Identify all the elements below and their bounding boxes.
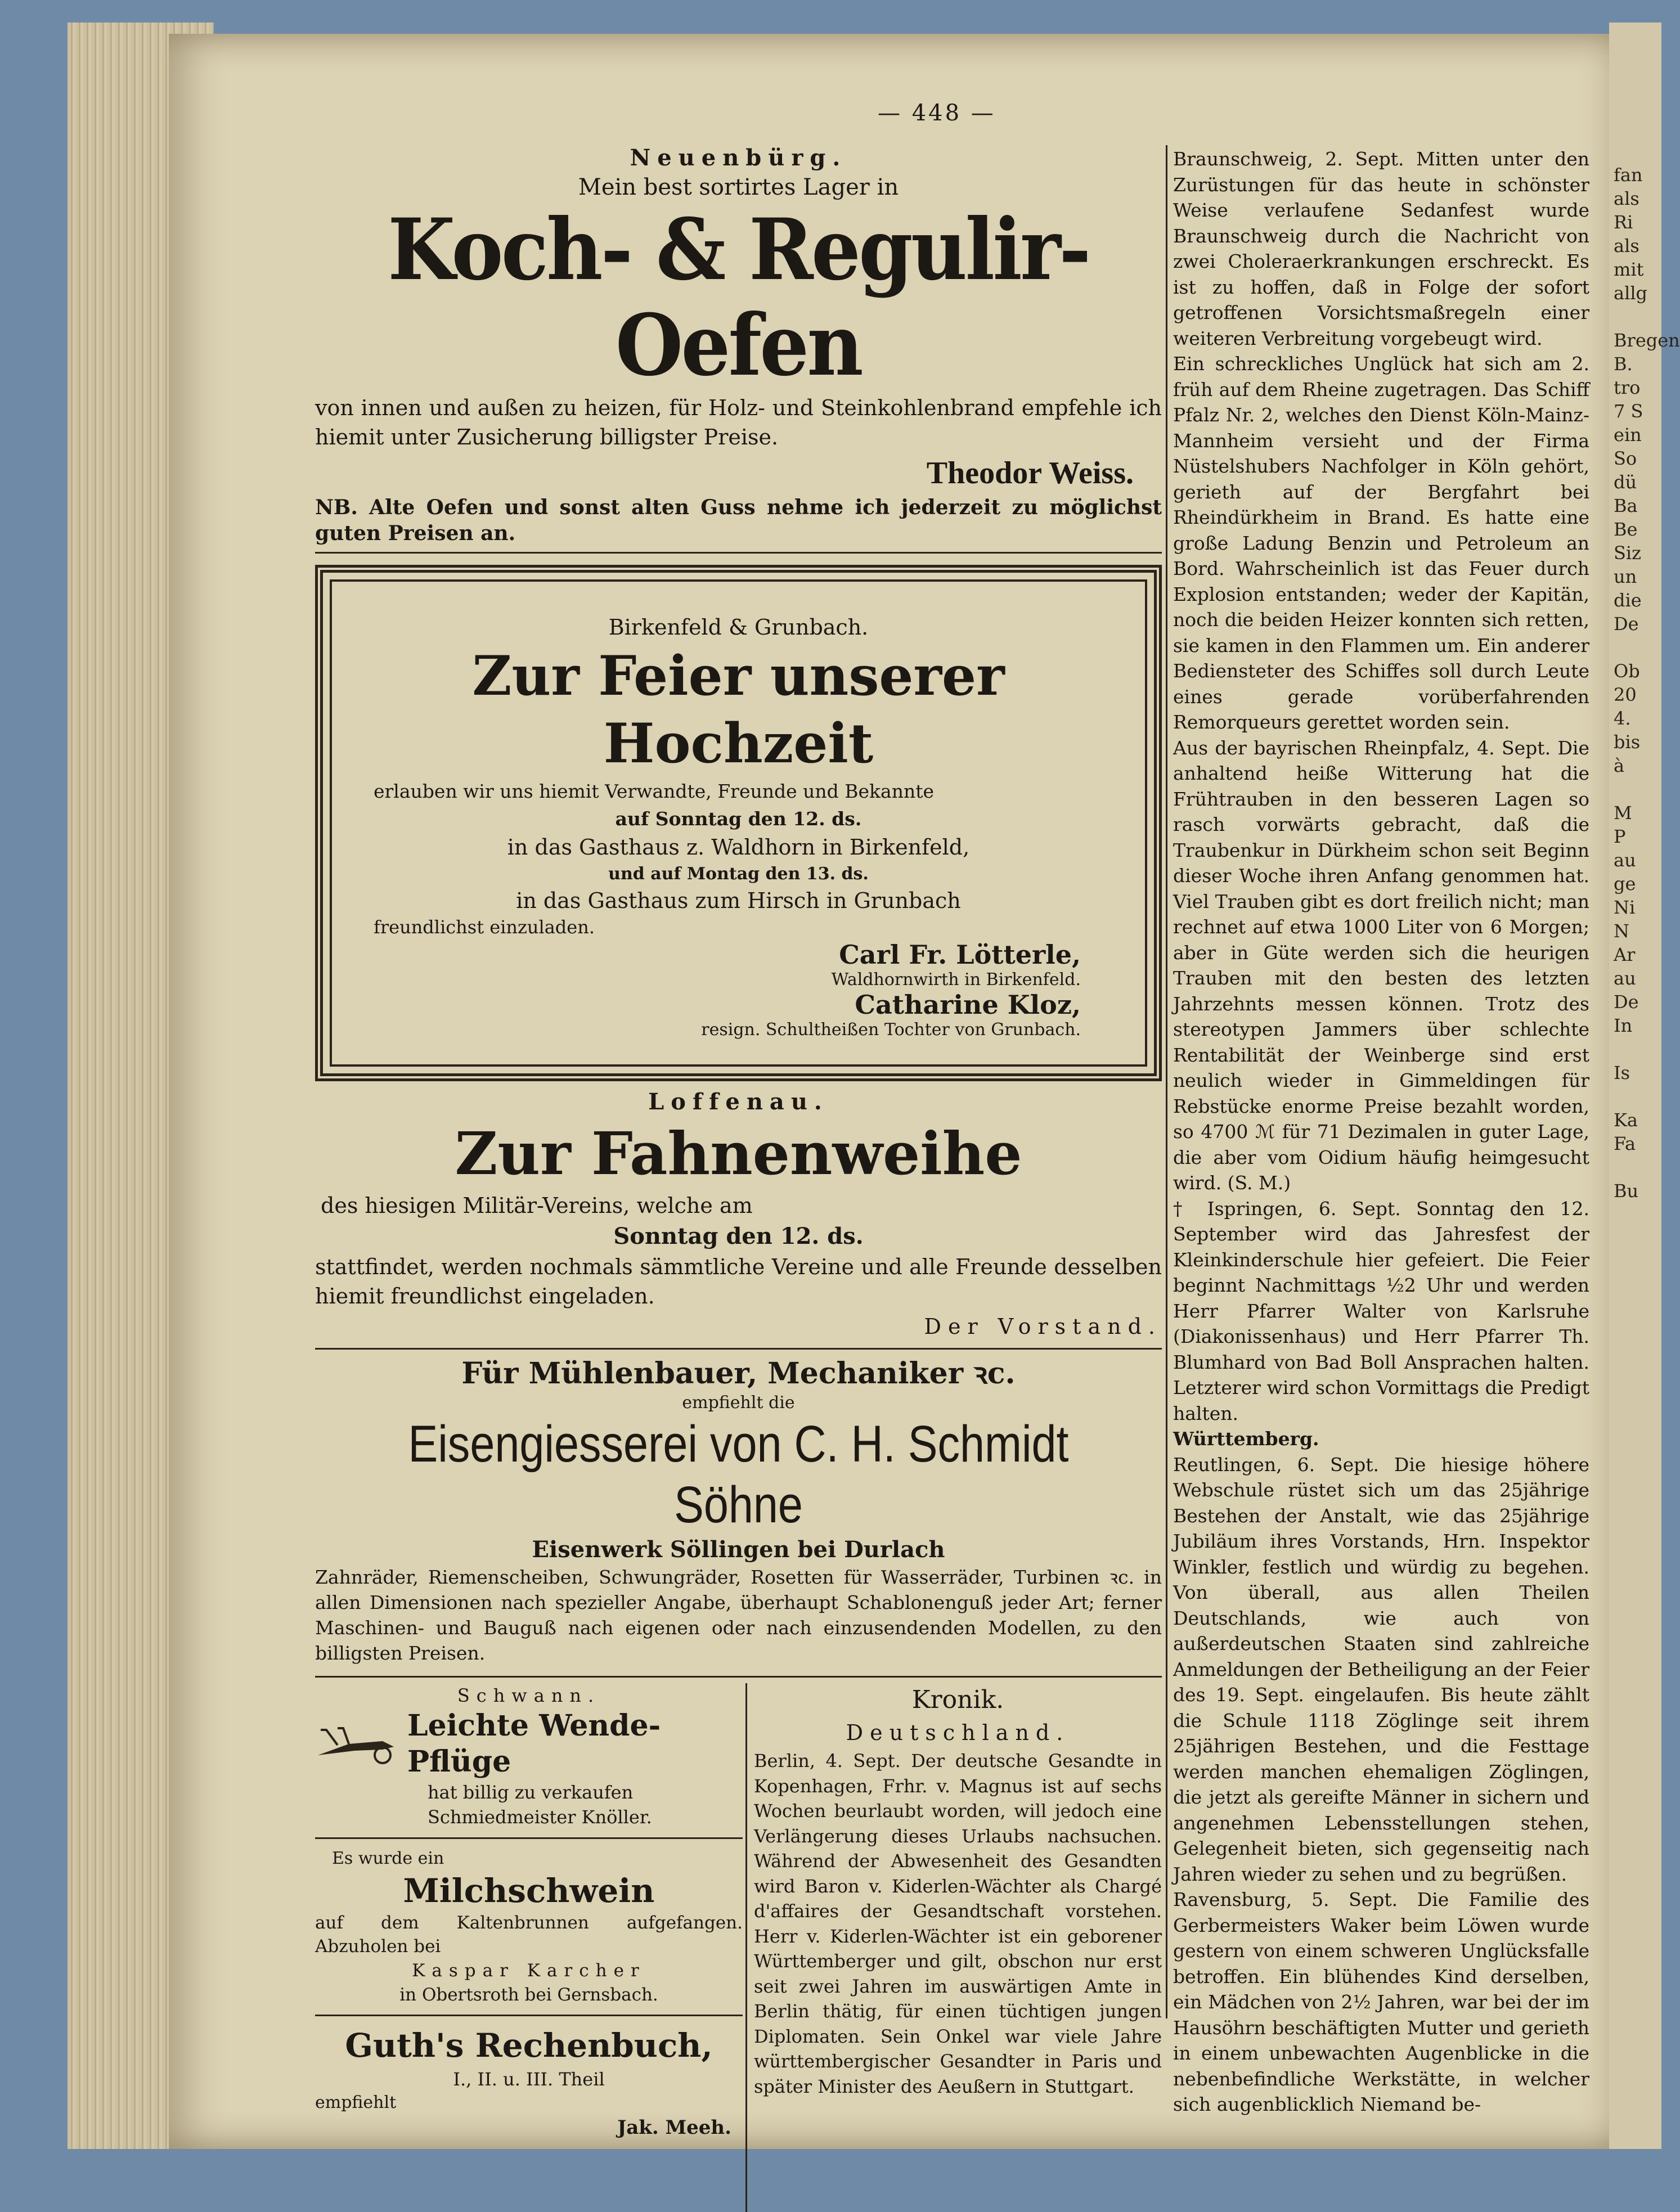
ad-town: Loffenau.	[648, 1089, 829, 1115]
margin-fragment: bis	[1614, 731, 1641, 753]
margin-fragment	[1609, 777, 1661, 801]
ad-line: des hiesigen Militär-Vereins, welche am	[321, 1193, 753, 1218]
divider	[315, 2015, 743, 2016]
margin-fragment: De	[1614, 613, 1639, 635]
ad-title: Leichte Wende-Pflüge	[407, 1709, 661, 1779]
margin-fragment: Ri	[1614, 212, 1633, 233]
margin-fragment: Ba	[1614, 495, 1638, 516]
margin-fragment: Ar	[1614, 944, 1636, 965]
margin-fragment: N	[1614, 920, 1629, 942]
divider	[315, 552, 1162, 554]
news-paragraph: † Ispringen, 6. Sept. Sonntag den 12. September wird das Jahresfest der Kleinkinderschule hier gefeiert. Die Feier beginnt Nachmittags ½2 Uhr und werden Herr Pfarrer Walter von Karlsruhe (Diakonissenhaus) und Herr Pfarrer Th. Blumhard von Bad Boll Ansprachen halten. Letzterer wird schon Vormittags die Predigt halten.	[1173, 1197, 1589, 1424]
ad-line: hat billig zu verkaufen	[428, 1782, 634, 1803]
margin-fragment: dü	[1614, 471, 1637, 493]
news-section-heading: Württemberg.	[1173, 1428, 1319, 1450]
margin-fragment: fan	[1614, 164, 1643, 186]
ad-intro: empfiehlt die	[682, 1393, 795, 1413]
margin-fragment	[1609, 1156, 1661, 1179]
ad-note: NB. Alte Oefen und sonst alten Guss nehme ich jederzeit zu möglichst guten Preisen an.	[315, 496, 1162, 545]
margin-fragment: ein	[1614, 424, 1642, 446]
margin-fragment	[1609, 1085, 1661, 1108]
margin-fragment: De	[1614, 991, 1639, 1013]
divider	[315, 1837, 743, 1839]
margin-fragment: Siz	[1614, 542, 1642, 564]
page-number: — 448 —	[878, 100, 996, 126]
margin-fragment: 4.	[1614, 708, 1631, 729]
margin-fragment	[1609, 1037, 1661, 1061]
ad-name: Carl Fr. Lötterle,	[839, 939, 1081, 970]
plow-icon	[315, 1721, 399, 1766]
ad-line: Sonntag den 12. ds.	[613, 1223, 864, 1249]
ad-line: auf Sonntag den 12. ds.	[615, 808, 862, 830]
margin-fragment: M	[1614, 802, 1632, 824]
ad-title: Milchschwein	[403, 1872, 655, 1910]
ad-signature: Theodor Weiss.	[926, 456, 1134, 491]
margin-fragment: Bu	[1614, 1180, 1639, 1202]
margin-fragment: au	[1614, 849, 1636, 871]
next-page-edge	[1609, 23, 1680, 2149]
ad-body: stattfindet, werden nochmals sämmtliche Vereine und alle Freunde desselben hiemit freundlichst eingeladen.	[315, 1255, 1162, 1309]
margin-fragment: P	[1614, 826, 1626, 847]
margin-fragment: tro	[1614, 377, 1641, 398]
margin-fragment: ge	[1614, 873, 1636, 894]
kronik-heading: Kronik.	[911, 1685, 1004, 1714]
margin-fragment: Ni	[1614, 897, 1636, 918]
divider	[315, 1348, 1162, 1350]
news-paragraph: Ein schreckliches Unglück hat sich am 2. früh auf dem Rheine zugetragen. Das Schiff Pfalz Nr. 2, welches den Dienst Köln-Mainz-Mannheim versieht und der Firma Nüstelshubers Nachfolger in Köln gehört, gerieth auf der Bergfahrt bei Rheindürkheim in Brand. Es hatte eine große Ladung Benzin und Petroleum an Bord. Wahrscheinlich ist das Feuer durch Explosion entstanden; weder der Kapitän, noch die beiden Heizer konnten sich retten, sie kamen in den Flammen um. Ein anderer Bediensteter des Schiffes soll durch Leute eines gerade vorüberfahrenden Remorqueurs gerettet worden sein.	[1173, 353, 1589, 733]
margin-fragment: Bregen	[1614, 330, 1680, 351]
divider	[315, 1676, 1162, 1678]
ad-intro: Mein best sortirtes Lager in	[578, 174, 899, 200]
margin-fragment: 20	[1614, 684, 1637, 705]
margin-fragment: B.	[1614, 353, 1633, 375]
margin-fragment: als	[1614, 235, 1639, 257]
margin-fragment: Is	[1614, 1062, 1630, 1083]
ad-line: in das Gasthaus zum Hirsch in Grunbach	[516, 888, 961, 913]
margin-fragment: à	[1614, 755, 1625, 776]
ad-name: Catharine Kloz,	[855, 990, 1081, 1020]
ad-title: Guth's Rechenbuch,	[345, 2026, 713, 2065]
news-column	[1173, 146, 1589, 2117]
ad-intro: empfiehlt	[315, 2093, 397, 2112]
margin-fragment: Fa	[1614, 1133, 1636, 1154]
margin-fragment: mit	[1614, 259, 1644, 280]
ad-body: auf dem Kaltenbrunnen aufgefangen. Abzuholen bei	[315, 1913, 743, 1957]
ad-heading: Für Mühlenbauer, Mechaniker ꝛc.	[461, 1356, 1016, 1391]
margin-fragment: Ob	[1614, 660, 1640, 682]
ad-town: Schwann.	[457, 1685, 601, 1706]
news-paragraph: Aus der bayrischen Rheinpfalz, 4. Sept. Die anhaltend heiße Witterung hat die Frühtrauben in den besseren Lagen so rasch vorwärts gebracht, daß die Traubenkur in Dürkheim schon seit Beginn dieser Woche ihren Anfang genommen hat. Viel Trauben gibt es dort freilich nicht; man rechnet auf etwa 1000 Liter von 6 Morgen; aber in Güte werden sich die heurigen Trauben mit den besten des letzten Jahrzehnts messen können. Trotz des stereotypen Jammers über schlechte Rentabilität der Weinberge sind erst neulich wieder in Gimmeldingen für Rebstücke enorme Preise bezahlt worden, so 4700 ℳ für 71 Dezimalen in guter Lage, die aber vom Oidium häufig heimgesucht wird. (S. M.)	[1173, 736, 1589, 1194]
ad-subline: Waldhornwirth in Birkenfeld.	[831, 970, 1081, 990]
margin-fragment: Be	[1614, 519, 1638, 540]
margin-fragment: In	[1614, 1015, 1633, 1036]
ad-loffenau	[315, 1087, 1162, 1350]
ad-line: erlauben wir uns hiemit Verwandte, Freunde und Bekannte	[374, 780, 935, 802]
kronik-article: Berlin, 4. Sept. Der deutsche Gesandte in Kopenhagen, Frhr. v. Magnus ist auf sechs Wochen beurlaubt worden, will jedoch eine Verlängerung dieses Urlaubs nachsuchen. Während der Abwesenheit des Gesandten wird Baron v. Kiderlen-Wächter als Chargé d'affaires der Gesandtschaft vorstehen. Herr v. Kiderlen-Wächter ist ein geborener Württemberger und gilt, obschon nur erst seit zwei Jahren im auswärtigen Amte in Berlin thätig, für einen tüchtigen jungen Diplomaten. Sein Onkel war viele Jahre württembergischer Gesandter in Paris und später Minister des Aeußern in Stuttgart.	[754, 1750, 1162, 2097]
ad-neuenburg	[315, 143, 1162, 554]
ad-wedding-frame	[315, 565, 1162, 1081]
kronik	[754, 1683, 1162, 2099]
advertisement-column	[315, 143, 1162, 2212]
ad-body: von innen und außen zu heizen, für Holz- und Steinkohlenbrand empfehle ich hiemit unter Zusicherung billigster Preise.	[315, 395, 1162, 449]
margin-fragment	[1609, 636, 1661, 659]
ad-title: Eisengiesserei von C. H. Schmidt Söhne	[408, 1415, 1069, 1534]
column-divider	[1166, 145, 1167, 2018]
ad-line: Schmiedmeister Knöller.	[428, 1806, 652, 1828]
ad-body: Zahnräder, Riemenscheiben, Schwungräder, Rosetten für Wasserräder, Turbinen ꝛc. in allen Dimensionen nach spezieller Angabe, überhaupt Schablonenguß jeder Art; ferner Maschinen- und Bauguß nach eigenen oder nach einzusendenden Modellen, zu den billigsten Preisen.	[315, 1566, 1162, 1664]
ad-schwann	[315, 1708, 743, 1780]
ad-schmidt	[315, 1355, 1162, 1678]
ad-title: Zur Feier unserer Hochzeit	[472, 644, 1005, 775]
ad-name: Kaspar Karcher	[412, 1961, 646, 1981]
ad-title: Koch- & Regulir-Oefen	[388, 200, 1089, 395]
ad-place: in Obertsroth bei Gernsbach.	[399, 1985, 658, 2005]
ad-place: Birkenfeld & Grunbach.	[608, 615, 869, 640]
margin-fragment: die	[1614, 590, 1642, 611]
small-ads	[315, 1683, 743, 2141]
column-divider	[745, 1683, 747, 2212]
margin-fragment	[1609, 305, 1661, 329]
ad-subtitle: Eisenwerk Söllingen bei Durlach	[532, 1536, 945, 1563]
margin-fragment: un	[1614, 566, 1637, 587]
ad-title: Zur Fahnenweihe	[455, 1119, 1022, 1188]
margin-fragment: als	[1614, 188, 1639, 209]
margin-fragment: Ka	[1614, 1109, 1638, 1131]
margin-fragment: allg	[1614, 282, 1648, 304]
ad-subline: resign. Schultheißen Tochter von Grunbach.	[701, 1020, 1081, 1040]
ad-name: Jak. Meeh.	[617, 2116, 731, 2139]
margin-fragment: 7 S	[1614, 401, 1643, 422]
news-paragraph: Reutlingen, 6. Sept. Die hiesige höhere Webschule rüstet sich um das 25jährige Bestehen der Anstalt, wie das 25jährige Jubiläum ihres Vorstands, Hrn. Inspektor Winkler, festlich und würdig zu begehen. Von überall, aus allen Theilen Deutschlands, wie auch von außerdeutschen Staaten sind zahlreiche Anmeldungen der Betheiligung an der Feier des 19. Sept. eingelaufen. Bis heute zählt die Schule 1118 Zöglinge seit ihrem 25jährigen Bestehen, und die Festtage werden manchen ehemaligen Zöglingen, die jetzt als gereifte Männer in sichern und angenehmen Lebensstellungen stehen, Gelegenheit bieten, sich gegenseitig nach Jahren wieder zu sehen und zu begrüßen.	[1173, 1453, 1589, 1885]
ad-intro: Es wurde ein	[332, 1849, 444, 1868]
margin-fragment: So	[1614, 448, 1637, 469]
news-paragraph: Ravensburg, 5. Sept. Die Familie des Gerbermeisters Waker beim Löwen wurde gestern von einem schweren Unglücksfalle betroffen. Ein blühendes Kind derselben, ein Mädchen von 2½ Jahren, war bei der im Hausöhrn beschäftigten Mutter und gerieth in einem unbewachten Augenblicke in die nebenbefindliche Werkstätte, in welcher sich augenblicklich Niemand be-	[1173, 1889, 1589, 2115]
ad-line: und auf Montag den 13. ds.	[608, 864, 869, 884]
ad-town: Neuenbürg.	[630, 145, 847, 171]
ad-line: freundlichst einzuladen.	[374, 916, 595, 938]
ad-line: I., II. u. III. Theil	[453, 2069, 605, 2090]
ad-signature: Der Vorstand.	[924, 1314, 1162, 1339]
news-paragraph: Braunschweig, 2. Sept. Mitten unter den Zurüstungen für das heute in schönster Weise verlaufene Sedanfest wurde Braunschweig durch die Nachricht von zwei Choleraerkrankungen erschreckt. Es ist zu hoffen, daß in Folge der sofort getroffenen Vorsichtsmaßregeln einer weiteren Verbreitung vorgebeugt wird.	[1173, 148, 1589, 349]
bottom-section	[315, 1683, 1162, 2212]
margin-fragment: au	[1614, 968, 1636, 989]
ad-line: in das Gasthaus z. Waldhorn in Birkenfeld,	[507, 835, 970, 860]
kronik-section: Deutschland.	[846, 1720, 1070, 1745]
